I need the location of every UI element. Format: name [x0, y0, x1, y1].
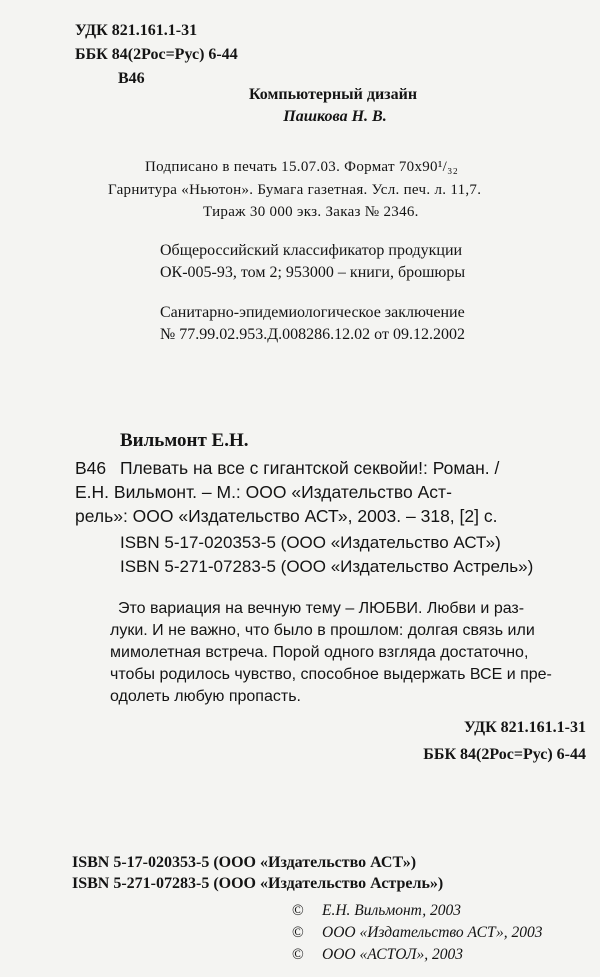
copyright-icon: © [292, 924, 304, 941]
udk-top: УДК 821.161.1-31 [75, 22, 198, 39]
catalog-isbn: ISBN 5-271-07283-5 (ООО «Издательство Астрель») [120, 557, 534, 576]
copyright-text: Е.Н. Вильмонт, 2003 [322, 902, 461, 919]
annotation-line: луки. И не важно, что было в прошлом: долгая связь или [110, 622, 535, 639]
catalog-entry-line: Е.Н. Вильмонт. – М.: ООО «Издательство Аст- [75, 482, 452, 502]
annotation-line: чтобы родилось чувство, способное выдержать ВСЕ и пре- [110, 666, 552, 683]
classifier-line1: Общероссийский классификатор продукции [160, 242, 463, 259]
catalog-author: Вильмонт Е.Н. [120, 430, 249, 451]
copyright-icon: © [292, 902, 304, 919]
copyright-line [292, 900, 461, 922]
isbn-bottom-1: ISBN 5-17-020353-5 (ООО «Издательство АСТ») [72, 854, 417, 871]
sanitary-line2: № 77.99.02.953.Д.008286.12.02 от 09.12.2002 [160, 326, 465, 343]
catalog-isbn: ISBN 5-17-020353-5 (ООО «Издательство АСТ») [120, 533, 501, 552]
annotation-line: Это вариация на вечную тему – ЛЮБВИ. Любви и раз- [118, 600, 525, 617]
catalog-code: В46 [75, 458, 107, 478]
sanitary-line1: Санитарно-эпидемиологическое заключение [160, 304, 465, 321]
bbk-top: ББК 84(2Рос=Рус) 6-44 [75, 46, 238, 63]
annotation-line: мимолетная встреча. Порой одного взгляда достаточно, [110, 644, 529, 661]
catalog-entry-line: рель»: ООО «Издательство АСТ», 2003. – 318, [2] с. [75, 506, 498, 526]
annotation-line: одолеть любую пропасть. [110, 688, 301, 705]
copyright-text: ООО «АСТОЛ», 2003 [322, 946, 464, 963]
catalog-entry-line: Плевать на все с гигантской секвойи!: Роман. / [120, 458, 500, 478]
bbk-bottom: ББК 84(2Рос=Рус) 6-44 [423, 746, 586, 763]
copyright-line [292, 944, 463, 966]
udk-bottom: УДК 821.161.1-31 [463, 719, 586, 736]
designer-name: Пашкова Н. В. [283, 108, 387, 125]
design-label: Компьютерный дизайн [248, 86, 418, 103]
copyright-line [292, 922, 542, 944]
classifier-line2: ОК-005-93, том 2; 953000 – книги, брошюры [160, 264, 466, 281]
imprint-signed: Подписано в печать 15.07.03. Формат 70х90¹/₃₂ [145, 159, 459, 175]
isbn-bottom-2: ISBN 5-271-07283-5 (ООО «Издательство Астрель») [72, 875, 444, 892]
imprint-run: Тираж 30 000 экз. Заказ № 2346. [203, 204, 419, 220]
copyright-text: ООО «Издательство АСТ», 2003 [322, 924, 543, 941]
copyright-icon: © [292, 946, 304, 963]
catalog-code-top: В46 [118, 70, 145, 87]
imprint-typeface: Гарнитура «Ньютон». Бумага газетная. Усл. печ. л. 11,7. [108, 182, 482, 198]
